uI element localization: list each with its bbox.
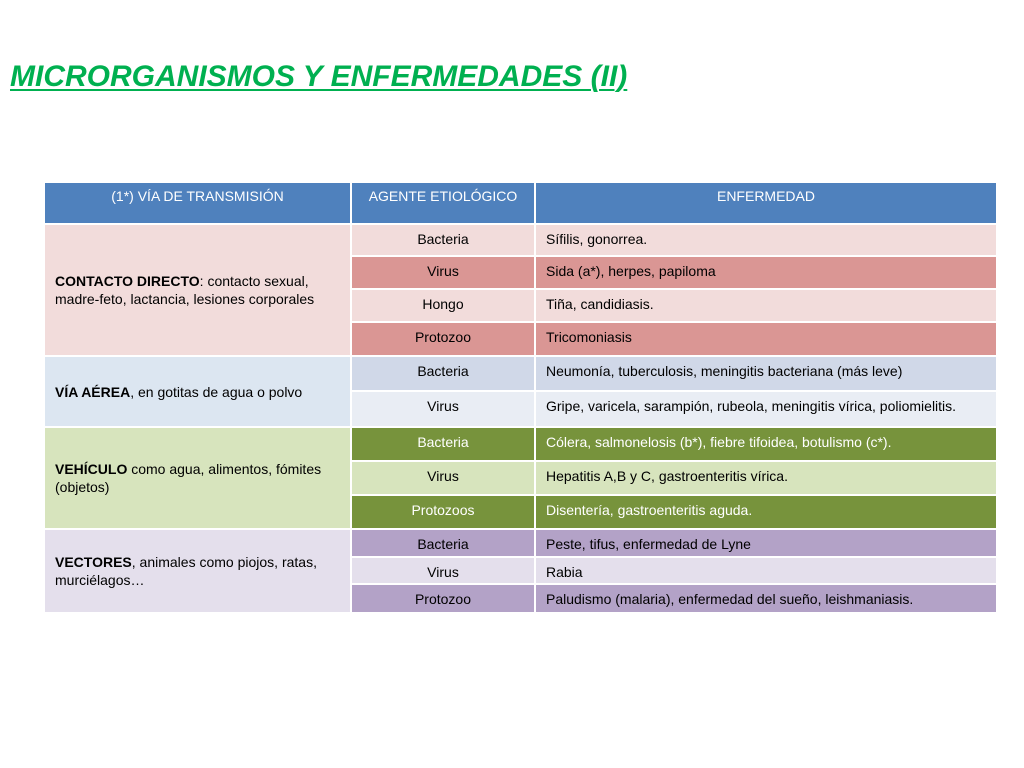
via-description: , en gotitas de agua o polvo — [130, 383, 303, 400]
agent-cell: Virus — [352, 392, 534, 426]
via-text — [55, 553, 340, 589]
via-description: , animales como piojos, ratas, murciélagos… — [55, 554, 317, 588]
header-agente-etiologico: AGENTE ETIOLÓGICO — [352, 183, 534, 223]
header-via-transmision: (1*) VÍA DE TRANSMISIÓN — [45, 183, 350, 223]
agent-cell: Protozoo — [352, 585, 534, 612]
via-label: VECTORES — [55, 554, 132, 570]
agent-cell: Bacteria — [352, 357, 534, 390]
agent-cell: Protozoo — [352, 323, 534, 355]
disease-cell: Tiña, candidiasis. — [536, 290, 996, 321]
via-label: VEHÍCULO — [55, 461, 128, 477]
via-aerea — [45, 357, 350, 426]
transmission-table — [45, 183, 996, 612]
disease-cell: Sida (a*), herpes, papiloma — [536, 257, 996, 288]
slide-title: MICRORGANISMOS Y ENFERMEDADES (II) — [10, 60, 628, 93]
disease-cell: Hepatitis A,B y C, gastroenteritis vírica. — [536, 462, 996, 494]
via-text — [55, 460, 340, 496]
disease-cell: Disentería, gastroenteritis aguda. — [536, 496, 996, 528]
disease-cell: Peste, tifus, enfermedad de Lyne — [536, 530, 996, 556]
via-label: VÍA AÉREA — [55, 383, 131, 400]
via-description: como agua, alimentos, fómites (objetos) — [55, 461, 322, 495]
agent-cell: Bacteria — [352, 530, 534, 556]
agent-cell: Bacteria — [352, 428, 534, 460]
disease-cell: Sífilis, gonorrea. — [536, 225, 996, 255]
agent-cell: Protozoos — [352, 496, 534, 528]
agent-cell: Virus — [352, 558, 534, 583]
via-vectores — [45, 530, 350, 612]
agent-cell: Virus — [352, 257, 534, 288]
disease-cell: Cólera, salmonelosis (b*), fiebre tifoidea, botulismo (c*). — [536, 428, 996, 460]
disease-cell: Tricomoniasis — [536, 323, 996, 355]
agent-cell: Hongo — [352, 290, 534, 321]
via-contacto-directo — [45, 225, 350, 355]
disease-cell: Rabia — [536, 558, 996, 583]
via-text — [55, 272, 340, 308]
via-vehiculo — [45, 428, 350, 528]
disease-cell: Neumonía, tuberculosis, meningitis bacteriana (más leve) — [536, 357, 996, 390]
disease-cell: Gripe, varicela, sarampión, rubeola, meningitis vírica, poliomielitis. — [536, 392, 996, 426]
header-enfermedad: ENFERMEDAD — [536, 183, 996, 223]
via-text — [55, 383, 302, 401]
agent-cell: Bacteria — [352, 225, 534, 255]
via-label: CONTACTO DIRECTO — [55, 273, 200, 289]
agent-cell: Virus — [352, 462, 534, 494]
disease-cell: Paludismo (malaria), enfermedad del sueño, leishmaniasis. — [536, 585, 996, 612]
via-description: : contacto sexual, madre-feto, lactancia, lesiones corporales — [55, 273, 315, 307]
